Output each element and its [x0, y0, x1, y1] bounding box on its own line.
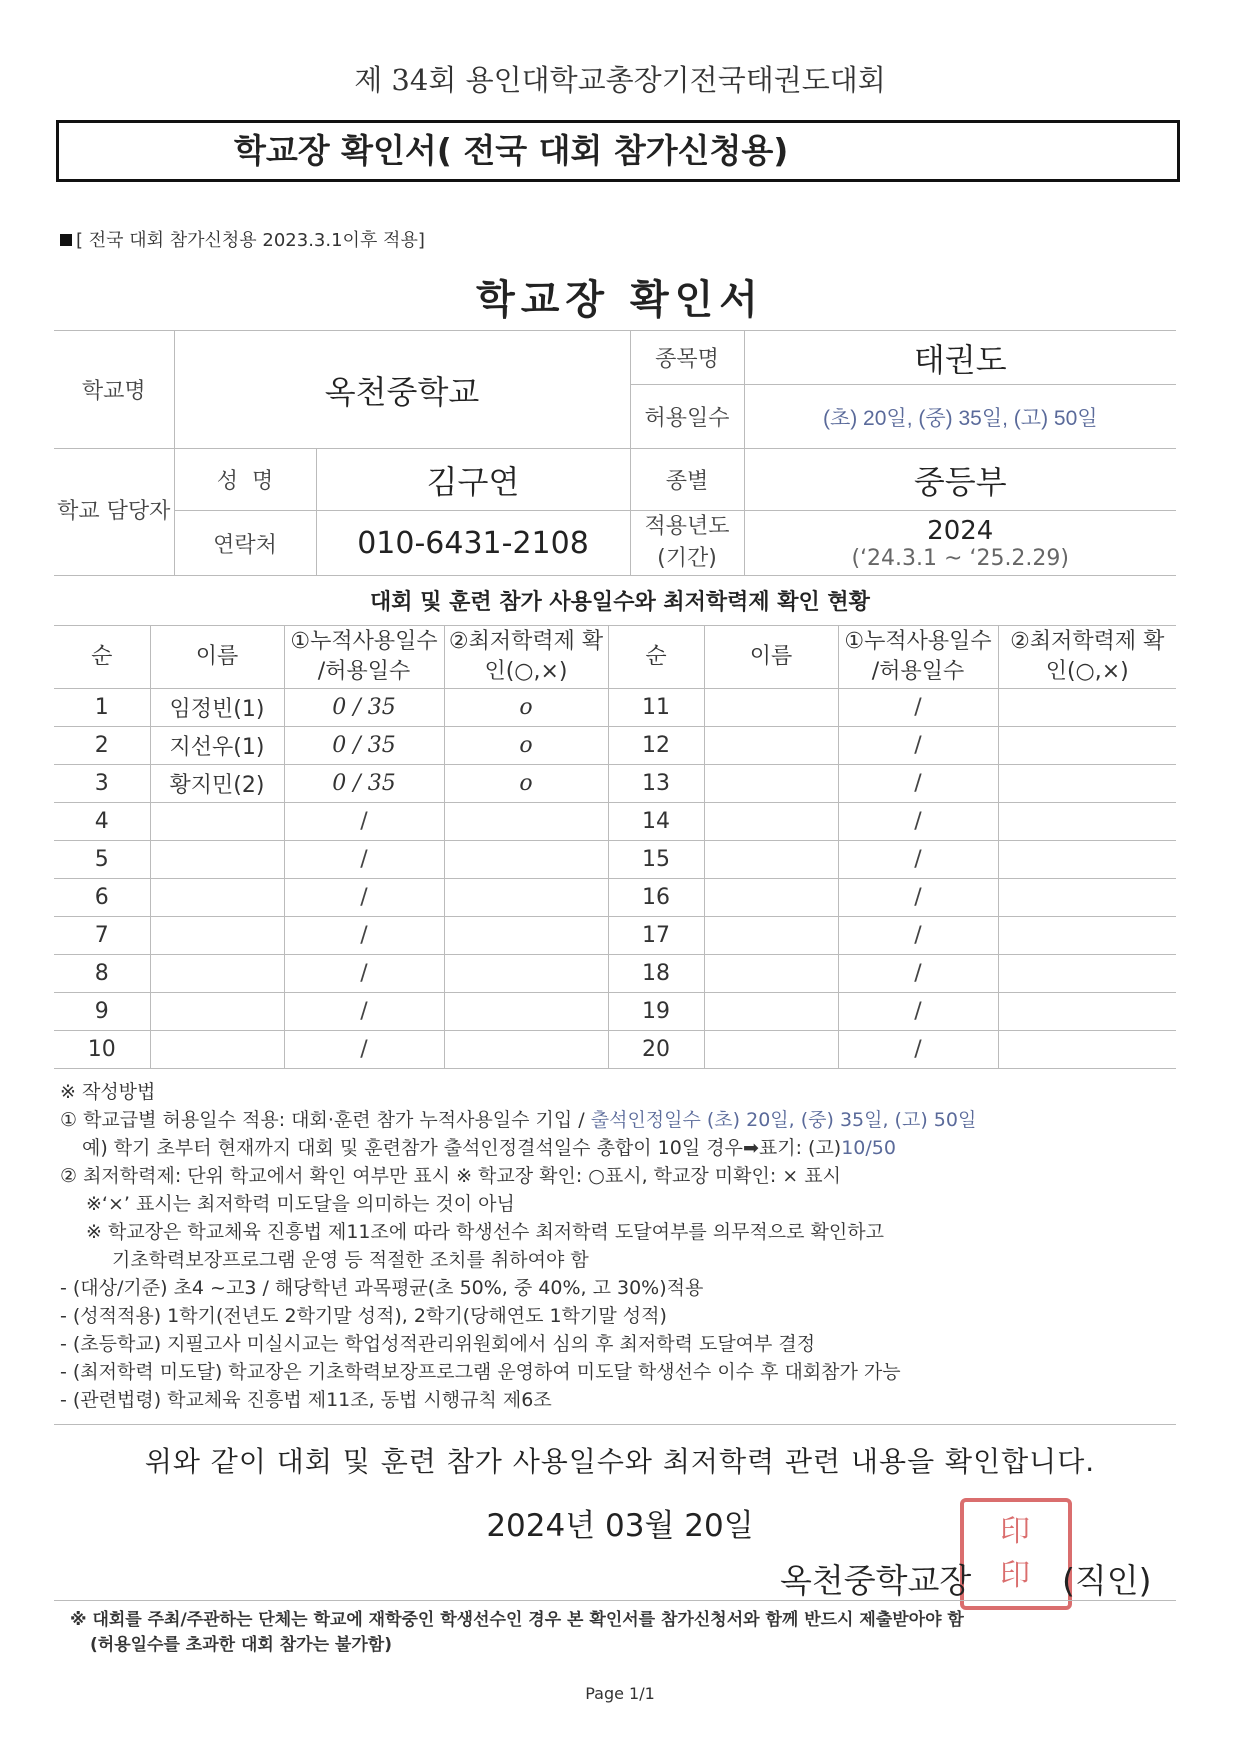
days-used: / — [838, 803, 998, 841]
days-used: / — [838, 1031, 998, 1069]
academic-check — [444, 803, 608, 841]
academic-check — [998, 1031, 1176, 1069]
row-number: 4 — [54, 803, 150, 841]
header-acad-left: ②최저학력제 확인(○,×) — [444, 626, 608, 689]
event-title: 제 34회 용인대학교총장기전국태권도대회 — [354, 63, 886, 97]
days-used: / — [838, 955, 998, 993]
row-number: 5 — [54, 841, 150, 879]
staff-label: 학교 담당자 — [54, 449, 174, 576]
row-number: 6 — [54, 879, 150, 917]
days-used: / — [838, 917, 998, 955]
academic-check — [998, 917, 1176, 955]
name-value: 김구연 — [316, 449, 630, 511]
seal-label: (직인) — [1062, 1561, 1152, 1600]
year-cell — [744, 511, 1176, 576]
days-used: / — [284, 917, 444, 955]
athlete-name — [704, 917, 838, 955]
athlete-name — [704, 879, 838, 917]
table-row — [54, 1031, 1176, 1069]
divider — [54, 1424, 1176, 1425]
school-label: 학교명 — [54, 331, 174, 449]
detail-4: - (최저학력 미도달) 학교장은 기초학력보장프로그램 운영하여 미도달 학생선수 이수 후 대회참가 가능 — [60, 1361, 901, 1383]
athlete-name — [704, 689, 838, 727]
note-4b: 기초학력보장프로그램 운영 등 적절한 조치를 취하여야 함 — [112, 1249, 589, 1271]
division-value: 중등부 — [744, 449, 1176, 511]
athlete-name: 임정빈(1) — [150, 689, 284, 727]
days-used: / — [284, 879, 444, 917]
year-value: 2024 — [927, 515, 994, 546]
applied-note — [60, 226, 425, 252]
row-number: 9 — [54, 993, 150, 1031]
page-number: Page 1/1 — [585, 1684, 655, 1703]
period-value: (‘24.3.1 ~ ‘25.2.29) — [851, 545, 1070, 571]
note-4a: ※ 학교장은 학교체육 진흥법 제11조에 따라 학생선수 최저학력 도달여부를 의무적으로 확인하고 — [86, 1221, 884, 1243]
academic-check — [998, 803, 1176, 841]
table-row — [54, 727, 1176, 765]
school-value: 옥천중학교 — [174, 331, 630, 449]
row-number: 3 — [54, 765, 150, 803]
seal-glyph: 印 印 — [1000, 1514, 1032, 1593]
notes-heading: ※ 작성방법 — [60, 1081, 156, 1103]
athlete-name — [704, 955, 838, 993]
days-used: / — [838, 993, 998, 1031]
row-number: 12 — [608, 727, 704, 765]
header-acad-right: ②최저학력제 확인(○,×) — [998, 626, 1176, 689]
table-row — [54, 955, 1176, 993]
athlete-name — [150, 917, 284, 955]
athlete-name — [704, 993, 838, 1031]
section-heading: 대회 및 훈련 참가 사용일수와 최저학력제 확인 현황 — [370, 590, 870, 615]
academic-check — [444, 1031, 608, 1069]
note-1-example — [60, 1134, 1180, 1162]
row-number: 11 — [608, 689, 704, 727]
athlete-name — [704, 803, 838, 841]
note-3: ※‘×’ 표시는 최저학력 미도달을 의미하는 것이 아님 — [86, 1193, 515, 1215]
name-label: 성 명 — [174, 449, 316, 511]
confirm-statement: 위와 같이 대회 및 훈련 참가 사용일수와 최저학력 관련 내용을 확인합니다. — [144, 1445, 1096, 1478]
row-number: 20 — [608, 1031, 704, 1069]
note-1-text: ① 학교급별 허용일수 적용: 대회·훈련 참가 누적사용일수 기입 / — [60, 1109, 591, 1131]
days-used: / — [838, 689, 998, 727]
header-num-left: 순 — [54, 626, 150, 689]
header-name-left: 이름 — [150, 626, 284, 689]
row-number: 8 — [54, 955, 150, 993]
attendance-table — [54, 625, 1176, 1069]
detail-1: - (대상/기준) 초4 ~고3 / 해당학년 과목평균(초 50%, 중 40%, 고 30%)적용 — [60, 1277, 704, 1299]
table-row — [54, 917, 1176, 955]
footer-divider — [54, 1600, 1176, 1601]
note-1 — [60, 1106, 1180, 1134]
row-number: 15 — [608, 841, 704, 879]
allow-value: (초) 20일, (중) 35일, (고) 50일 — [744, 385, 1176, 449]
header-num-right: 순 — [608, 626, 704, 689]
boxed-title: 학교장 확인서( 전국 대회 참가신청용) — [56, 120, 1180, 182]
header-days-left: ①누적사용일수 /허용일수 — [284, 626, 444, 689]
athlete-name — [150, 841, 284, 879]
academic-check — [998, 879, 1176, 917]
detail-3: - (초등학교) 지필고사 미실시교는 학업성적관리위원회에서 심의 후 최저학력 도달여부 결정 — [60, 1333, 816, 1355]
doc-title: 학교장 확인서 — [476, 277, 764, 323]
academic-check — [444, 955, 608, 993]
table-row — [54, 689, 1176, 727]
issue-date: 2024년 03월 20일 — [486, 1508, 754, 1544]
academic-check — [998, 993, 1176, 1031]
athlete-name — [704, 727, 838, 765]
academic-check — [998, 689, 1176, 727]
academic-check: o — [444, 727, 608, 765]
row-number: 18 — [608, 955, 704, 993]
sport-label: 종목명 — [630, 331, 744, 385]
row-number: 16 — [608, 879, 704, 917]
athlete-name: 황지민(2) — [150, 765, 284, 803]
days-used: / — [284, 841, 444, 879]
signer-name: 옥천중학교장 — [780, 1561, 972, 1600]
academic-check — [444, 879, 608, 917]
row-number: 13 — [608, 765, 704, 803]
table-row — [54, 993, 1176, 1031]
athlete-name — [704, 841, 838, 879]
contact-value: 010-6431-2108 — [316, 511, 630, 576]
info-table — [54, 330, 1176, 576]
academic-check — [998, 727, 1176, 765]
academic-check — [444, 917, 608, 955]
row-number: 7 — [54, 917, 150, 955]
days-used: / — [838, 841, 998, 879]
division-label: 종별 — [630, 449, 744, 511]
academic-check — [998, 955, 1176, 993]
note-1-example-text: 예) 학기 초부터 현재까지 대회 및 훈련참가 출석인정결석일수 총합이 10일 경우➡표기: (고) — [82, 1137, 842, 1159]
row-number: 10 — [54, 1031, 150, 1069]
athlete-name — [150, 993, 284, 1031]
row-number: 14 — [608, 803, 704, 841]
days-used: 0 / 35 — [284, 765, 444, 803]
days-used: / — [284, 993, 444, 1031]
note-1-example-value: 10/50 — [841, 1137, 896, 1159]
row-number: 17 — [608, 917, 704, 955]
notes — [60, 1078, 1180, 1414]
days-used: / — [284, 1031, 444, 1069]
contact-label: 연락처 — [174, 511, 316, 576]
year-label: 적용년도 (기간) — [630, 511, 744, 576]
academic-check — [998, 841, 1176, 879]
header-name-right: 이름 — [704, 626, 838, 689]
detail-2: - (성적적용) 1학기(전년도 2학기말 성적), 2학기(당해연도 1학기말 성적) — [60, 1305, 667, 1327]
table-row — [54, 803, 1176, 841]
athlete-name: 지선우(1) — [150, 727, 284, 765]
days-used: / — [838, 727, 998, 765]
days-used: / — [838, 765, 998, 803]
row-number: 19 — [608, 993, 704, 1031]
sport-value: 태권도 — [744, 331, 1176, 385]
athlete-name — [150, 1031, 284, 1069]
applied-note-text: [ 전국 대회 참가신청용 2023.3.1이후 적용] — [76, 230, 425, 251]
athlete-name — [150, 879, 284, 917]
detail-5: - (관련법령) 학교체육 진흥법 제11조, 동법 시행규칙 제6조 — [60, 1389, 552, 1411]
row-number: 2 — [54, 727, 150, 765]
note-1-highlight: 출석인정일수 (초) 20일, (중) 35일, (고) 50일 — [590, 1109, 977, 1131]
academic-check — [444, 993, 608, 1031]
footer-line-1: ※ 대회를 주최/주관하는 단체는 학교에 재학중인 학생선수인 경우 본 확인서를 참가신청서와 함께 반드시 제출받아야 함 — [70, 1610, 964, 1630]
athlete-name — [704, 765, 838, 803]
footer-notice — [70, 1608, 964, 1658]
table-row — [54, 879, 1176, 917]
days-used: / — [838, 879, 998, 917]
days-used: / — [284, 955, 444, 993]
note-2: ② 최저학력제: 단위 학교에서 확인 여부만 표시 ※ 학교장 확인: ○표시, 학교장 미확인: × 표시 — [60, 1165, 841, 1187]
table-row — [54, 841, 1176, 879]
athlete-name — [150, 955, 284, 993]
header-days-right: ①누적사용일수 /허용일수 — [838, 626, 998, 689]
days-used: 0 / 35 — [284, 689, 444, 727]
athlete-name — [704, 1031, 838, 1069]
allow-label: 허용일수 — [630, 385, 744, 449]
athlete-name — [150, 803, 284, 841]
school-seal-stamp — [960, 1498, 1072, 1610]
academic-check: o — [444, 765, 608, 803]
academic-check — [998, 765, 1176, 803]
square-bullet-icon — [60, 234, 72, 246]
table-row — [54, 765, 1176, 803]
academic-check — [444, 841, 608, 879]
row-number: 1 — [54, 689, 150, 727]
days-used: 0 / 35 — [284, 727, 444, 765]
footer-line-2: (허용일수를 초과한 대회 참가는 불가함) — [90, 1635, 392, 1655]
academic-check: o — [444, 689, 608, 727]
days-used: / — [284, 803, 444, 841]
